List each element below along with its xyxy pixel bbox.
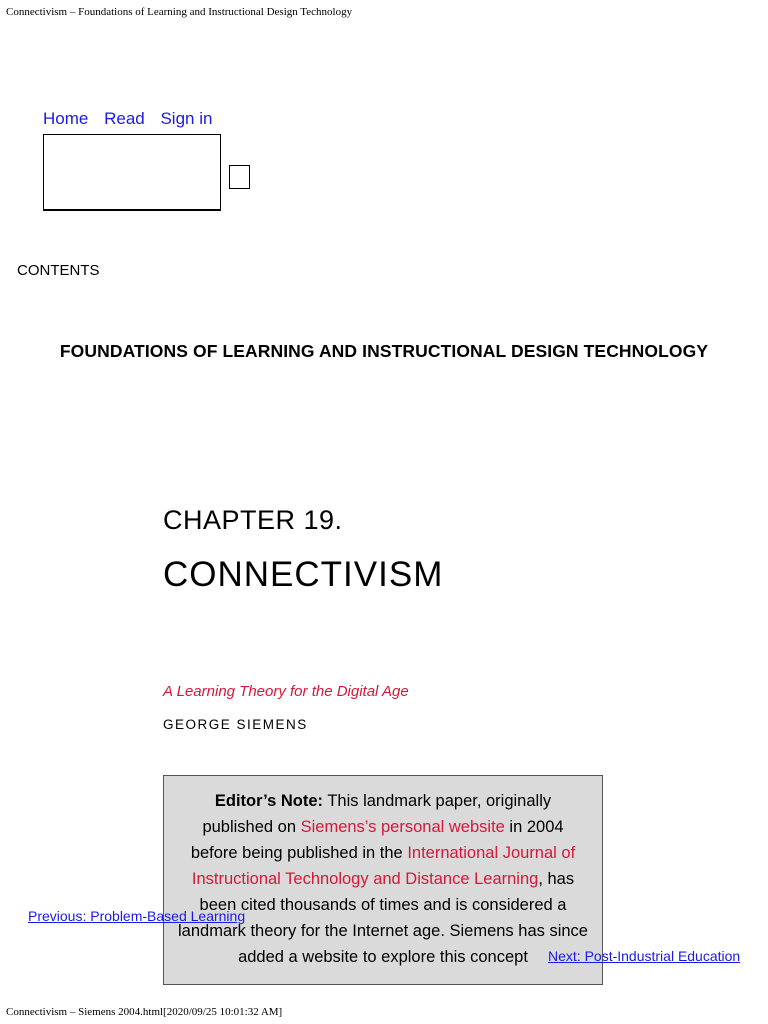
- editor-note-box: [163, 775, 603, 985]
- chapter-number: CHAPTER 19.: [163, 505, 343, 535]
- chapter-subtitle: A Learning Theory for the Digital Age: [163, 683, 409, 700]
- journal-link[interactable]: International Journal of Instructional Technology and Distance Learning: [191, 844, 576, 888]
- editor-note-text: This landmark paper, originally published on: [202, 792, 552, 836]
- editor-note-label: Editor’s Note:: [214, 792, 324, 810]
- pdf-header-title: Connectivism – Foundations of Learning and Instructional Design Technology: [6, 6, 353, 18]
- book-title: FOUNDATIONS OF LEARNING AND INSTRUCTIONAL DESIGN TECHNOLOGY: [59, 341, 709, 361]
- contents-toggle[interactable]: CONTENTS: [17, 262, 100, 279]
- pdf-footer-source: Connectivism – Siemens 2004.html[2020/09/25 10:01:32 AM]: [6, 1006, 283, 1018]
- nav-signin-link[interactable]: Sign in: [160, 109, 213, 128]
- search-input[interactable]: [43, 134, 221, 211]
- siemens-website-link[interactable]: Siemens’s personal website: [300, 818, 505, 836]
- chapter-author: GEORGE SIEMENS: [163, 717, 308, 732]
- chapter-title: CONNECTIVISM: [163, 555, 444, 594]
- top-nav: [43, 109, 223, 129]
- previous-chapter-link[interactable]: Previous: Problem-Based Learning: [28, 908, 246, 924]
- search-button[interactable]: [229, 165, 250, 189]
- nav-home-link[interactable]: Home: [43, 109, 89, 128]
- next-chapter-link[interactable]: Next: Post-Industrial Education: [548, 948, 741, 964]
- nav-read-link[interactable]: Read: [104, 109, 145, 128]
- editor-note-text: , has been cited thousands of times and is considered a landmark theory for the Internet age. Siemens has since added a website to explore this concept: [178, 870, 588, 966]
- editor-note-text: in 2004 before being published in the: [190, 818, 564, 862]
